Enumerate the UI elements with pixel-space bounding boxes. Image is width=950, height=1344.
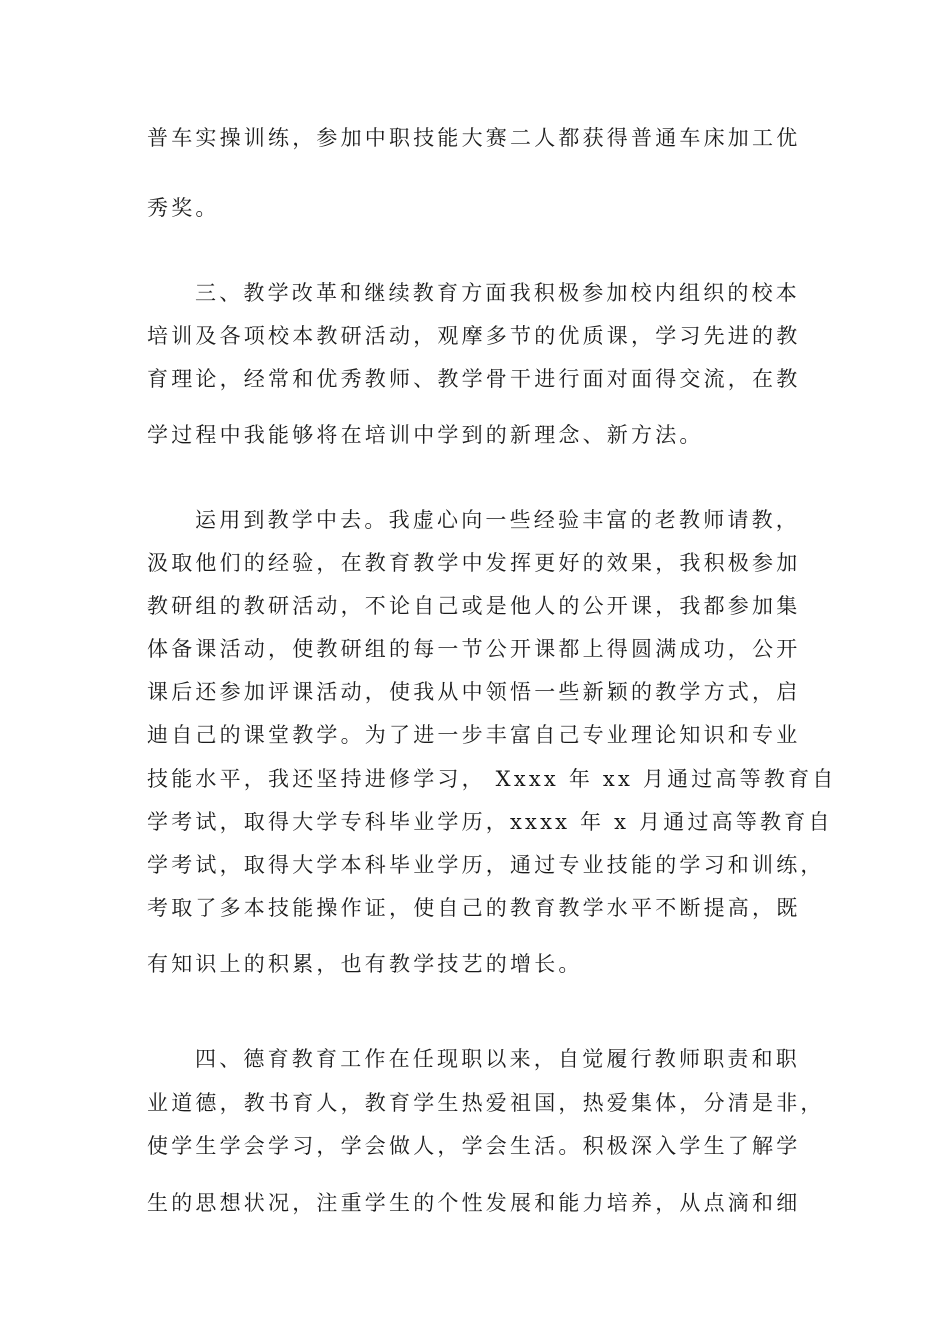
paragraph-line: 考取了多本技能操作证，使自己的教育教学水平不断提高，既 xyxy=(147,896,801,920)
paragraph-line: 体备课活动，使教研组的每一节公开课都上得圆满成功，公开 xyxy=(147,637,801,661)
paragraph-line: 三、教学改革和继续教育方面我积极参加校内组织的校本 xyxy=(195,281,800,305)
paragraph-line: 育理论，经常和优秀教师、教学骨干进行面对面得交流，在教 xyxy=(147,367,801,391)
paragraph-line: 运用到教学中去。我虚心向一些经验丰富的老教师请教， xyxy=(195,508,800,532)
paragraph-line: 汲取他们的经验，在教育教学中发挥更好的效果，我积极参加 xyxy=(147,551,801,575)
paragraph-line: 教研组的教研活动，不论自己或是他人的公开课，我都参加集 xyxy=(147,594,801,618)
paragraph-line: 学过程中我能够将在培训中学到的新理念、新方法。 xyxy=(147,423,704,447)
paragraph-line: 四、德育教育工作在任现职以来，自觉履行教师职责和职 xyxy=(195,1047,800,1071)
paragraph-line: 迪自己的课堂教学。为了进一步丰富自己专业理论知识和专业 xyxy=(147,723,801,747)
paragraph-line: 技能水平，我还坚持进修学习， Xxxx 年 xx 月通过高等教育自 xyxy=(147,767,837,791)
paragraph-line: 秀奖。 xyxy=(147,196,220,220)
paragraph-line: 培训及各项校本教研活动，观摩多节的优质课，学习先进的教 xyxy=(147,324,801,348)
paragraph-line: 学考试，取得大学本科毕业学历，通过专业技能的学习和训练， xyxy=(147,853,825,877)
paragraph-line: 课后还参加评课活动，使我从中领悟一些新颖的教学方式，启 xyxy=(147,680,801,704)
paragraph-line: 有知识上的积累，也有教学技艺的增长。 xyxy=(147,952,583,976)
paragraph-line: 学考试，取得大学专科毕业学历，xxxx 年 x 月通过高等教育自 xyxy=(147,810,833,834)
paragraph-line: 使学生学会学习，学会做人，学会生活。积极深入学生了解学 xyxy=(147,1134,801,1158)
paragraph-line: 普车实操训练，参加中职技能大赛二人都获得普通车床加工优 xyxy=(147,126,801,150)
paragraph-line: 生的思想状况，注重学生的个性发展和能力培养，从点滴和细 xyxy=(147,1191,801,1215)
paragraph-line: 业道德，教书育人，教育学生热爱祖国，热爱集体，分清是非， xyxy=(147,1091,825,1115)
